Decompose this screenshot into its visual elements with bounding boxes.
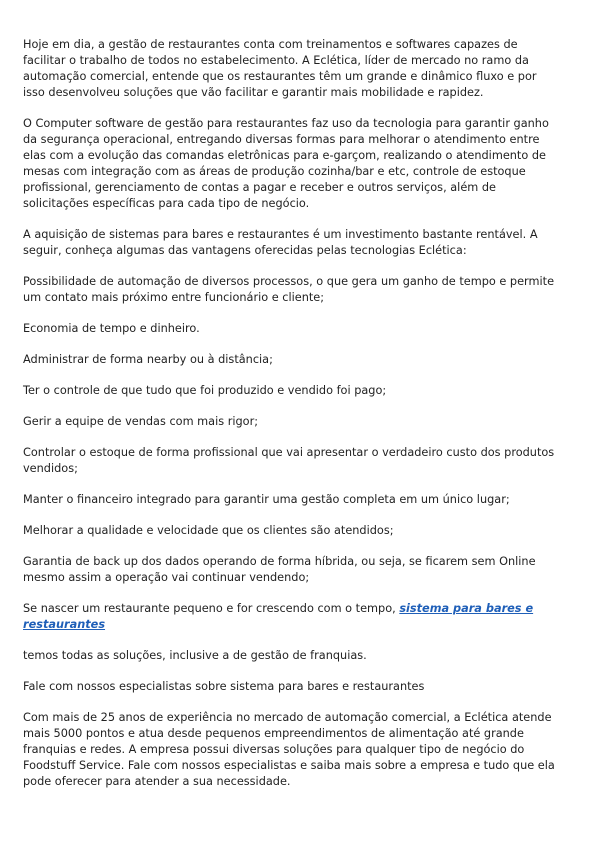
link-paragraph-text: Se nascer um restaurante pequeno e for crescendo com o tempo,	[23, 602, 400, 615]
list-item-quality: Melhorar a qualidade e velocidade que os clientes são atendidos;	[23, 524, 394, 537]
paragraph-contact: Fale com nossos especialistas sobre sistema para bares e restaurantes	[23, 680, 425, 693]
paragraph-franchise: temos todas as soluções, inclusive a de gestão de franquias.	[23, 649, 367, 662]
paragraph-software: O Computer software de gestão para restaurantes faz uso da tecnologia para garantir ganho da segurança operacional, entregando diversas formas para melhorar o atendimento entre elas com a evolução das comandas eletrônicas para e-garçom, realizando o atendimento de mesas com integração com as áreas de produção cozinha/bar e etc, controle de estoque profissional, gerenciamento de contas a pagar e receber e outros serviços, além de solicitações específicas para cada tipo de negócio.	[23, 117, 549, 210]
paragraph-with-link	[23, 601, 560, 633]
list-item-stock: Controlar o estoque de forma profissional que vai apresentar o verdadeiro custo dos produtos vendidos;	[23, 446, 555, 475]
paragraph-acquisition: A aquisição de sistemas para bares e restaurantes é um investimento bastante rentável. A seguir, conheça algumas das vantagens oferecidas pelas tecnologias Eclética:	[23, 228, 538, 257]
list-item-administer: Administrar de forma nearby ou à distância;	[23, 353, 273, 366]
paragraph-company: Com mais de 25 anos de experiência no mercado de automação comercial, a Eclética atende mais 5000 pontos e atua desde pequenos empreendimentos de alimentação até grande franquias e redes. A empresa possui diversas soluções para qualquer tipo de negócio do Foodstuff Service. Fale com nossos especialistas e saiba mais sobre a empresa e tudo que ela pode oferecer para atender a sua necessidade.	[23, 711, 555, 788]
list-item-automation: Possibilidade de automação de diversos processos, o que gera um ganho de tempo e permite um contato mais próximo entre funcionário e cliente;	[23, 275, 555, 304]
systems-link[interactable]: sistema para bares e restaurantes	[23, 602, 534, 631]
paragraph-intro: Hoje em dia, a gestão de restaurantes conta com treinamentos e softwares capazes de facilitar o trabalho de todos no estabelecimento. A Eclética, líder de mercado no ramo da automação comercial, entende que os restaurantes têm um grande e dinâmico fluxo e por isso desenvolveu soluções que vão facilitar e garantir mais mobilidade e rapidez.	[23, 38, 537, 99]
list-item-economy: Economia de tempo e dinheiro.	[23, 322, 200, 335]
list-item-backup: Garantia de back up dos dados operando de forma híbrida, ou seja, se ficarem sem Online mesmo assim a operação vai continuar vendendo;	[23, 555, 536, 584]
list-item-finance: Manter o financeiro integrado para garantir uma gestão completa em um único lugar;	[23, 493, 510, 506]
list-item-control-sales: Ter o controle de que tudo que foi produzido e vendido foi pago;	[23, 384, 387, 397]
list-item-team: Gerir a equipe de vendas com mais rigor;	[23, 415, 259, 428]
